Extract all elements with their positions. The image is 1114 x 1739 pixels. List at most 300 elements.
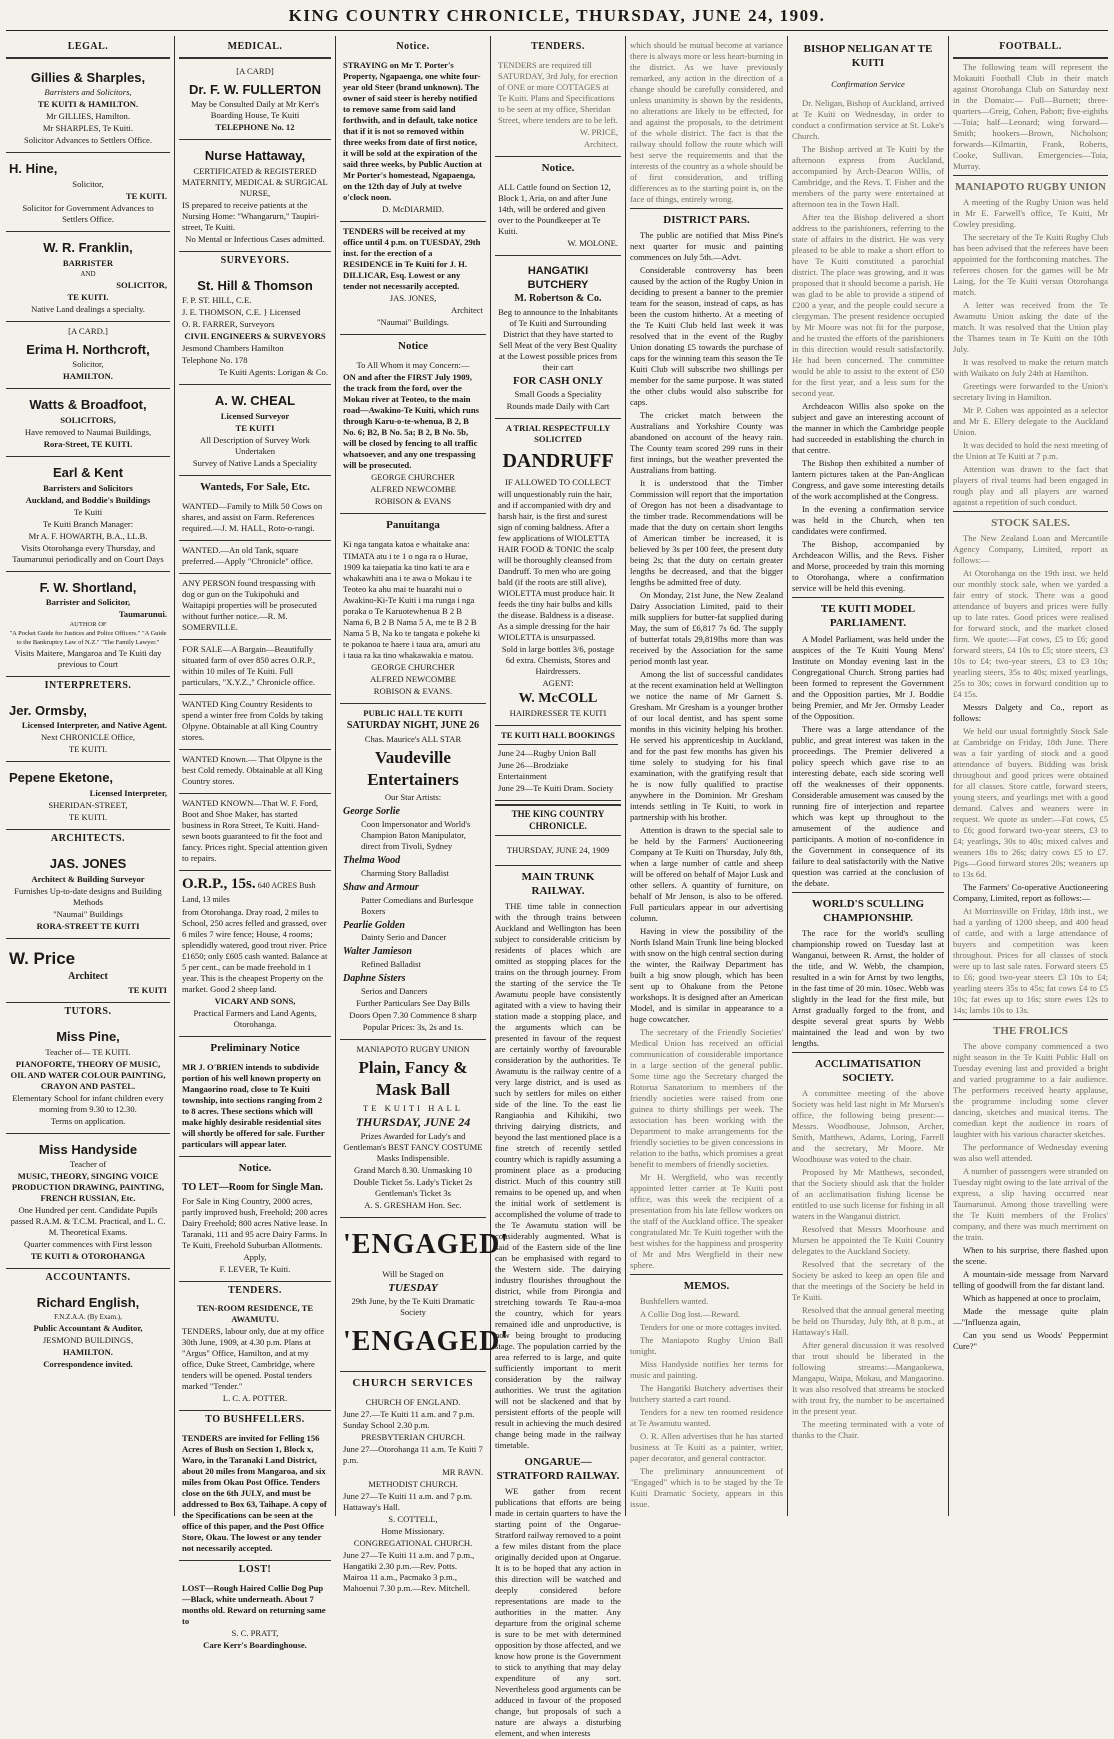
article-body: At Morrinsville on Friday, 18th inst., we had a yarding of 1200 sheep, and 400 head of cattle, and with a large attendance of buyers and competition was keen throughout. Prices for all classes of stock were up to last sale rates. Forward steers £5 to £6; good two-year steers £3 10s to £4; yearling steers 35s to 45s; fat cows £4 to £5 10s; fat ewes up to 16s; store ewes 12s to 14s; lambs 10s to 13s.	[953, 905, 1108, 1015]
ad-line: Te Kuiti	[73, 506, 103, 517]
ad-line: Barristers and Solicitors,	[44, 87, 132, 98]
ad-line: TEN-ROOM RESIDENCE, TE AWAMUTU.	[196, 1303, 314, 1325]
ad-line: HAIRDRESSER TE KUITI	[509, 708, 607, 719]
article-heading: DISTRICT PARS.	[663, 214, 750, 226]
article-body: Proposed by Mr Matthews, seconded, that the Society should ask that the holder of an acclimatisation fishing license be entitled to use such license for fishing in all waters in the Wanganui district.	[792, 1166, 944, 1221]
ad-line: MR J. O'BRIEN intends to subdivide portion of his well known property on Mangaorino road, close to Te Kuiti township, into sections ranging from 2 to 8 acres. These sections which will make highly desirable residential sites will shortly be offered for sale. Further particulars will appear later.	[182, 1061, 325, 1149]
section-heading: TENDERS.	[228, 1284, 282, 1296]
article-body: Resolved that Messrs Moorhouse and Mursen be appointed the Te Kuiti Country delegates to the Auckland Society.	[792, 1223, 944, 1256]
ad-line: will unquestionably ruin the hair, and if accompanied with dry and harsh hair, is the first and surest sign of coming baldness. After a few applications of WIOLETTA HAIR FOOD & TONIC the scalp will be thoroughly cleansed from Dandruff. To men who are going bald (if the roots are still alive), WIOLETTA must produce hair. It feeds the tiny hair bulbs and kills the disease. Baldness is a disease. As a simple dressing for the hair WIOLETTA is unsurpassed.	[498, 488, 615, 642]
article-body: Resolved that the secretary of the Society be asked to keep an open file and that the meetings of the Society be held in Te Kuiti.	[792, 1258, 944, 1302]
notice-cattle	[495, 178, 621, 256]
ad-watts	[6, 389, 170, 457]
notice-road	[340, 356, 486, 514]
ad-line: Barrister and Solicitor,	[45, 597, 131, 608]
notice-signature: ALFRED NEWCOMBE	[370, 673, 456, 684]
notice-signature: GEORGE CHURCHER	[371, 661, 455, 672]
ad-title: W. Price	[9, 948, 76, 968]
ad-line: Visits Otorohanga every Thursday, and Taumarunui periodically and on Court Days	[12, 542, 164, 564]
ad-title: DANDRUFF	[502, 449, 614, 472]
ad-line: Mr GILLIES, Hamilton.	[45, 111, 131, 122]
section-heading: CHURCH SERVICES	[352, 1376, 474, 1389]
ad-title: Vaudeville Entertainers	[367, 747, 459, 789]
section-heading: Notice.	[396, 41, 430, 52]
article-heading: MEMOS.	[683, 1280, 730, 1293]
notice-text: ON and after the FIRST July 1909, the track from the ford, over the Mokau river at Teoteo, to the main road—Awakino-Te Kuiti, which runs through Karu-o-te-whenua, B 2, B No. 6; B2, B No. 5a; B 2, B No. 5b, will be closed by fencing to all traffic whatsoever, and any one trespassing will be prosecuted.	[343, 371, 479, 470]
section-heading: INTERPRETERS.	[44, 680, 132, 692]
ad-title: O.R.P., 15s.	[182, 876, 256, 893]
ad-line: "A Pocket Guide for Justices and Police Officers." "A Guide to the Bankruptcy Law of N.Z." "The Family Lawyer."	[9, 630, 167, 646]
article-body: After tea the Bishop delivered a short address to the parishioners, referring to the state of affairs in the district. He was very pleased to be able to make a short effort to have Te Kuiti constituted a parochial district. The place was growing, and it was proposed that it should become a parish. He was glad to be able to provide a stipend of £200 a year, and the people could secure a clergyman. The present residence occupied by Mr Moore was not fit for the purpose, and he trusted the efforts of the parishioners in this direction would result satisfactorily. He had been concerned. The committee would be able to assist to the extent of £50 for the first year, and a less sum for the second year.	[792, 212, 944, 399]
ad-line: Teacher of— TE KUITI.	[45, 1046, 131, 1057]
ad-line: Our Star Artists:	[384, 792, 442, 803]
ad-line: Will be Staged on	[382, 1268, 444, 1279]
ad-line: O. R. FARRER, Surveyors	[182, 319, 275, 330]
ad-line: Beg to announce to the Inhabitants of Te Kuiti and Surrounding District that they have started to Sell Meat of the very Best Quality at the Lowest possible prices from their cart	[498, 306, 618, 372]
classified	[179, 497, 331, 541]
par-item: Among the list of successful candidates at the recent examination held at Wellington we notice the name of Mr Garnett S. Gresham. Mr Gresham is a younger brother of our local dentist, and has spent some months in this vicinity helping his brother. He served his apprenticeship in Auckland, and for the past few months has given his time solely to studying for his final examination, with the gratifying result that he is now fully qualified to practise anywhere in the Dominion. Mr Gresham intends settling in Te Kuiti, to work in partnership with his brother.	[630, 669, 783, 823]
article-body: The Bishop, accompanied by Archdeacon Willis, and the Revs. Fisher and Morse, proceeded by train this morning to Otorohanga, where a confirmation service will be held this evening.	[792, 539, 944, 594]
ad-line: Elementary School for infant children every morning from 9.30 to 12.30.	[12, 1092, 164, 1114]
ad-line: Solicitor,	[72, 179, 104, 190]
ad-line: TO LET—Room for Single Man.	[182, 1181, 324, 1193]
article-body: There was a large attendance of the public, and great interest was taken in the proceedings. The Premier delivered a policy speech which gave rise to an interesting debate, each side scoring well off the weaknesses of their opponents. Considerable amusement was caused by the running fire of interjection and repartee which was kept up throughout to the amusement of the audience and participants. A motion of no-confidence in the Government in consequence of its failure to deal satisfactorily with the Native question was carried at the conclusion of the debate.	[792, 723, 944, 888]
divider	[792, 892, 944, 893]
classified-text: FOR SALE—A Bargain—Beautifully situated farm of over 850 acres O.R.P., within 10 miles of Te Kuiti. Full particulars, "X.Y.Z.," Chronicle office.	[182, 644, 316, 688]
ad-title: HANGATIKI BUTCHERY	[527, 264, 589, 291]
article-body: The Bishop arrived at Te Kuiti by the afternoon express from Auckland, accompanied by Arch-Deacon Willis, of Cambridge, and the Revs. T. Fisher and the members of the party were entertained at afternoon tea in the Town Hall.	[792, 144, 944, 210]
classified-text: WANTED—Family to Milk 50 Cows on shares, and assist on Farm. References required.—J. M. HALL, Roto-o-rangi.	[182, 501, 323, 534]
ad-line: Prizes Awarded for Lady's and Gentleman's BEST FANCY COSTUME Masks Indispensible.	[343, 1130, 483, 1163]
section-heading: SURVEYORS.	[220, 255, 290, 267]
ad-line: Rounds made Daily with Cart	[506, 400, 610, 411]
ad-title: Miss Pine,	[56, 1028, 120, 1044]
ad-line: Licensed Interpreter, and Native Agent.	[21, 720, 167, 731]
performer-name: Shaw and Armour	[343, 881, 419, 893]
article-heading: WORLD'S SCULLING CHAMPIONSHIP.	[811, 897, 925, 924]
ad-line: BARRISTER	[62, 257, 114, 268]
ad-line: May be Consulted Daily at Mr Kerr's Boarding House, Te Kuiti	[190, 99, 320, 121]
ad-lever	[179, 1178, 331, 1282]
ad-line: Apply,	[243, 1251, 267, 1262]
ad-line: Rora-Street, TE KUITI.	[43, 438, 133, 449]
church-minister: Home Missionary.	[381, 1525, 445, 1536]
article-body: Which as happened at once to proclaim,	[963, 1293, 1101, 1304]
article-body: The Bishop then exhibited a number of lantern pictures taken at the Pan-Anglican Congress, and gave some interesting details of the work accomplished at the Congress.	[792, 458, 944, 502]
performer-desc: Charming Story Balladist	[361, 867, 449, 878]
article-body: The meeting terminated with a vote of thanks to the Chair.	[792, 1418, 944, 1440]
section-heading: TO BUSHFELLERS.	[205, 1414, 305, 1426]
divider	[953, 57, 1108, 59]
ad-line: For Sale in King Country, 2000 acres, partly improved bush, Freehold; 200 acres Dairy Freehold; 800 acres Native lease. In Taranaki, 111 and 95 acre Dairy Farms. In Te Kuiti, Freehold Suburban Allotments.	[182, 1195, 328, 1250]
ad-line: Next CHRONICLE Office,	[40, 732, 136, 743]
ad-line: Te Kuiti Agents: Lorigan & Co.	[218, 367, 328, 378]
ad-line: Telephone No. 178	[182, 355, 248, 366]
church-times: June 27—Te Kuiti 11 a.m. and 7 p.m., Hangatiki 2.30 p.m.—Rev. Potts. Mairoa 11 a.m., Pacmako 3 p.m., Mahoenui 7.30 p.m.—Rev. Mitchell.	[343, 1549, 475, 1593]
ad-line: L. C. A. POTTER.	[222, 1393, 288, 1404]
ad-line: FOR CASH ONLY	[512, 374, 604, 387]
notice-signature: "Naumai" Buildings.	[377, 316, 449, 327]
ad-line: 29th June, by the Te Kuiti Dramatic Society	[351, 1295, 475, 1317]
masthead-rule	[6, 30, 1108, 31]
church-times: June 27.—Te Kuiti 11 a.m. and 7 p.m. Sunday School 2.30 p.m.	[343, 1408, 475, 1430]
ad-line: TE KUITI & HAMILTON.	[37, 99, 139, 110]
ad-title: Gillies & Sharples,	[30, 69, 146, 85]
column-divider	[490, 36, 491, 1516]
section-heading: Wanteds, For Sale, Etc.	[200, 481, 310, 494]
ad-line: S. C. PRATT,	[231, 1627, 279, 1638]
article-body: After general discussion it was resolved that trout should be liberated in the following streams:—Mangaokewa, Mangapu, Waipa, Mokau, and Mangaorino. It was also resolved that streams be stocked with trout fry, the number to be ascertained in the present year.	[792, 1339, 944, 1416]
ad-line: Mr SHARPLES, Te Kuiti.	[42, 123, 134, 134]
ad-line: W. PRICE,	[579, 126, 618, 137]
section-heading: TUTORS.	[64, 1006, 112, 1018]
ad-title: F. W. Shortland,	[39, 579, 137, 595]
ad-title: Plain, Fancy & Mask Ball	[358, 1058, 468, 1099]
divider	[495, 804, 621, 806]
ad-title: Richard English,	[36, 1294, 140, 1310]
ad-line: Sold in large bottles 3/6, postage 6d extra. Chemists, Stores and Hairdressers.	[501, 643, 615, 676]
par-item: Considerable controversy has been caused by the action of the Rugby Union in deciding to present a banner to the premier team for the season, instead of caps, as has been the custom hitherto. At a meeting of the Te Kuiti Club held last week it was resolved that in the event of the Rugby Union donating £5 towards the purchase of caps for the winning team this season the Te Kuiti Club will subscribe two shillings per member for the same purpose. It was stated the other clubs would also subscribe for caps.	[630, 265, 783, 408]
ad-line: AUTHOR OF	[69, 621, 107, 629]
article-heading: ACCLIMATISATION SOCIETY.	[815, 1057, 921, 1084]
article-body: A mountain-side message from Narvard telling of goodwill from the far distant land.	[953, 1269, 1108, 1291]
ad-line: CIVIL ENGINEERS & SURVEYORS	[184, 331, 326, 342]
article-heading: ONGARUE—STRATFORD RAILWAY.	[496, 1455, 620, 1482]
divider	[630, 1274, 783, 1275]
memo-item: O. R. Allen advertises that he has started business at Te Kuiti as a painter, writer, paper decorator, and general contractor.	[630, 1431, 783, 1464]
notice-text: TENDERS will be received at my office until 4 p.m. on TUESDAY, 29th inst. for the erection of a RESIDENCE in Te Kuiti for J. H. DILLICAR, Esq. Lowest or any tender not necessarily accepted.	[343, 225, 481, 291]
notice-signature: Architect	[451, 304, 483, 315]
article-body: Messrs Dalgety and Co., report as follows:	[953, 701, 1108, 723]
ad-line: F. P. ST. HILL, C.E.	[182, 295, 252, 306]
performer-name: Walter Jamieson	[343, 946, 412, 958]
church-minister: S. COTTELL,	[388, 1513, 438, 1524]
memo-item: Tenders for a new ten roomed residence at Te Awamutu wanted.	[630, 1407, 783, 1429]
ad-line: Further Particulars See Day Bills	[356, 998, 470, 1009]
memo-item: The Maniapoto Rugby Union Ball tonight.	[630, 1335, 783, 1357]
par-item: The secretary of the Friendly Societies' Medical Union has received an official communication of considerable importance in a large section of the general public. Some time ago the Secretary charged the Rotorua Sanatorium to members of the friendly societies were raised from one guinea to thirty shillings per week. The association has been working with the Department to make arrangements for the friendly societies to be given concessions in relation to the baths, which promises a great benefit to members of friendly societies.	[630, 1027, 783, 1170]
notice-text: To All Whom it may Concern:—	[356, 359, 470, 370]
ad-line: AGENT:	[542, 677, 574, 688]
column-district	[630, 38, 783, 1514]
article-body: THE time table in connection with the through trains between Auckland and Wellington has been subject to considerable criticism by residents of places which are omitted as stopping places for the trains on the through journey. From the starting of the service the Te Awamutu people have consistently agitated with a view to having their station made a stopping place, and the arguments which can be presented in favour of the request are certainly worthy of favourable consideration by the authorities. Te Awamutu is the railway centre of a very large district, and is used as such by settlers for miles on either side of the line. To the east lie Rangiaohia and Kihikihi, two thriving dairying districts, and beyond the last mentioned place is a fine stretch of recently settled country which is rapidly assuming a prominent place as a producing district. Much of this country still remains to be opened up, and when the initial work of settlement is accomplished the volume of trade to the Te Awamutu station will be considerably augmented. What is said of the Eastern side of the line can be emphasised with regard to the Western side. The dairying industry flourishes throughout the district, while from Pirongia and stretching towards Te Rau-a-moa the country, which for years remained idle and unproductive, is now being brought to producing stage. The population carried by the area referred to is large, and quite sufficiently important to merit consideration by the railway authorities. We trust the agitation will not be slackened and that by persistent efforts of the people will result in achieving the much desired change being made in the railway timetable.	[495, 900, 621, 1450]
article-body: Archdeacon Willis also spoke on the subject and gave an interesting account of the manner in which the Cambridge people had succeeded in establishing the church in that centre.	[792, 401, 944, 456]
ad-ormsby	[6, 695, 170, 763]
section-heading: FOOTBALL.	[999, 41, 1062, 52]
ad-shortland	[6, 572, 170, 678]
masthead: KING COUNTRY CHRONICLE, THURSDAY, JUNE 24, 1909.	[288, 6, 826, 25]
article-heading: TE KUITI MODEL PARLIAMENT.	[820, 603, 916, 630]
ad-line: M. Robertson & Co.	[514, 293, 602, 305]
column-divider	[174, 36, 175, 1516]
ad-line: TENDERS are invited for Felling 156 Acres of Bush on Section 1, Block x, Waro, in the Taranaki Land District, about 20 miles from Mangaroa, and six miles from Okau Post Office. Tenders close on the 6th JULY, and must be addressed to Box 63, Taihape. A copy of the Specifications can be seen at the office of this paper, and the Post Office Store, Okau. The lowest or any tender not necessarily accepted.	[182, 1433, 327, 1554]
ad-line: TELEPHONE No. 12	[215, 122, 295, 133]
ad-price	[6, 939, 170, 1004]
ad-line: PIANOFORTE, THEORY OF MUSIC, OIL AND WATER COLOUR PAINTING, CRAYON AND PASTEL.	[10, 1058, 166, 1091]
church-name: METHODIST CHURCH.	[368, 1478, 458, 1489]
ad-line: Solicitor,	[72, 359, 104, 370]
ad-title: Nurse Hattaway,	[204, 148, 306, 164]
ad-title: H. Hine,	[9, 161, 58, 177]
ad-fullerton	[179, 62, 331, 141]
ad-line: SOLICITOR,	[116, 279, 167, 290]
ad-line: IF ALLOWED TO COLLECT	[505, 476, 611, 487]
booking-item: June 24—Rugby Union Ball	[498, 748, 597, 759]
ad-line: Barristers and Solicitors	[43, 482, 133, 493]
booking-item: June 26—Brodziake Entertainment	[498, 760, 569, 782]
classified-text: WANTED KNOWN—That W. F. Ford, Boot and Shoe Maker, has started business in Rora Street, Te Kuiti. Hand-sewn boots guaranteed to fit the foot and fancy. Prices right. Special attention given to repairs.	[182, 798, 328, 864]
notice-text: TIMATA atu i te 1 o nga ra o Hurae, 1909 ka taiepatia ka tino kati te ara e whakawhiti ana i te awa o Mokau i te Teoteo ka ahu mai te huarahi nui o Awakino-Ki-Te Kuiti i ma runga i nga poraka o Te Karuotewhenua B 2 B Nama 6, B 2 B Nama 5 A, me te B 2 B Nama 5 B, Na ko te tangata e pokehe ki te pokanoa te haere i taua ara, amuri atu i taua ra ka tino whakawakia e matou.	[343, 550, 481, 660]
ad-line: Jesmond Chambers Hamilton	[182, 343, 284, 354]
par-item: Having in view the possibility of the North Island Main Trunk line being blocked with snow on the high central section during the winter, the Railway Department has built a big snow plough, which has been sent up to Ohakune from the Petone workshops. It is designed after an American Model, and is similar in appearance to a huge cowcatcher.	[630, 926, 783, 1025]
ad-line: CERTIFICATED & REGISTERED MATERNITY, MEDICAL & SURGICAL NURSE,	[182, 166, 328, 199]
church-times: June 27—Te Kuiti 11 a.m. and 7 p.m. Hattaway's Hall.	[343, 1490, 473, 1512]
article-body: When to his surprise, there flashed upon the scene.	[953, 1245, 1108, 1267]
par-item: On Monday, 21st June, the New Zealand Dairy Association Limited, paid to their milk suppliers for butter-fat supplied during May, the sum of £6,817 7s 6d. The supply of butterfat totals 29,819lbs more than was received by the Association for the same period month last year.	[630, 590, 783, 667]
ad-title: 'ENGAGED'	[343, 1228, 510, 1260]
ad-line: LOST—Rough Haired Collie Dog Pup —Black, white underneath. About 7 months old. Reward on returning same to	[182, 1582, 326, 1626]
ad-line: Architect	[68, 971, 108, 983]
divider	[498, 744, 618, 745]
column-editorial	[495, 38, 621, 1738]
ad-line: Public Accountant & Auditor,	[33, 1322, 143, 1333]
ad-line: from Otorohanga. Dray road, 2 miles to School, 250 acres felled and grassed, over 6 miles 7 wire fence; House, 4 rooms; splendidly watered, good trout river. Price £1650; only £605 cash wanted. Balance at 5 per cent., can be made freehold in 1 year. This is the cheapest Property on the market. Good 2 sheep land.	[182, 906, 328, 994]
section-heading: Panuitanga	[386, 518, 440, 531]
ad-eketone	[6, 762, 170, 830]
column-divider	[948, 36, 949, 1516]
ad-line: Furnishes Up-to-date designs and Building Methods	[14, 885, 162, 907]
ad-line: MUSIC, THEORY, SINGING VOICE PRODUCTION DRAWING, PAINTING, FRENCH RUSSIAN, Etc.	[11, 1171, 165, 1204]
ad-english	[6, 1287, 170, 1376]
ad-line: JESMOND BUILDINGS,	[42, 1334, 134, 1345]
classified-text: WANTED Known.— That Olpyne is the best Cold remedy. Obtainable at all King Country stores.	[182, 754, 323, 787]
ad-line: Taumarunui.	[118, 609, 167, 620]
ad-title: Watts & Broadfoot,	[29, 397, 147, 413]
ad-line: Popular Prices: 3s, 2s and 1s.	[362, 1022, 464, 1033]
divider	[792, 1052, 944, 1053]
ad-line: HAMILTON.	[63, 1346, 113, 1357]
article-heading: MANIAPOTO RUGBY UNION	[955, 180, 1106, 193]
ad-line: TE KUITI	[235, 423, 275, 434]
article-body: Resolved that the annual general meeting be held on Thursday, July 8th, at 8 p.m., at Hattaway's Hall.	[792, 1304, 944, 1337]
ad-line: Quarter commences with First lesson	[24, 1239, 152, 1250]
article-body: Dr. Neligan, Bishop of Auckland, arrived at Te Kuiti on Wednesday, in order to conduct a confirmation service at St. Luke's Church.	[792, 98, 944, 142]
article-body: The Farmers' Co-operative Auctioneering Company, Limited, report as follows:—	[953, 881, 1108, 903]
article-subheading: Confirmation Service	[831, 78, 905, 89]
ad-line: TE KUITI & OTOROHANGA	[30, 1251, 146, 1262]
classified-text: ANY PERSON found trespassing with dog or gun on the Tukipohuki and Waitapipi properties will be prosecuted without further notice.—R. M. SOMERVILLE.	[182, 578, 317, 633]
ad-line: AND	[80, 269, 96, 278]
ad-title: 'ENGAGED'	[343, 1325, 510, 1357]
article-body: The secretary of the Te Kuiti Rugby Club has been advised that the referees have been appointed for the forthcoming matches. The referees chosen for the games will be Mr Laing, for the Te Kuiti versus Otorohanga match.	[953, 231, 1108, 297]
divider	[953, 1019, 1108, 1020]
ad-title: Miss Handyside	[38, 1141, 138, 1157]
classified	[179, 541, 331, 574]
ad-title: Pepene Eketone,	[9, 770, 114, 786]
ad-line: Licensed Surveyor	[220, 411, 290, 422]
ad-title: Dr. F. W. FULLERTON	[189, 81, 321, 97]
article-body: The above company commenced a two night season in the Te Kuiti Public Hall on Tuesday evening last and provided a bright and varied programme to a fair audience. The performers received hearty applause, the programme including some clever dancing, sketches and musical items. The comedian kept the audience in roars of laughter with his various character sketches.	[953, 1041, 1108, 1140]
divider	[630, 208, 783, 209]
article-body: Mr P. Cohen was appointed as a selector and Mr E. Ellery delegate to the Auckland Union.	[953, 404, 1108, 437]
performer-name: Daphne Sisters	[343, 973, 406, 985]
church-name: CONGREGATIONAL CHURCH.	[353, 1537, 473, 1548]
divider	[179, 57, 331, 59]
column-sport	[953, 38, 1108, 1514]
ad-line: F.N.Z.A.A. (By Exam.),	[54, 1312, 122, 1321]
divider	[953, 511, 1108, 512]
ad-line: Have removed to Naumai Buildings,	[24, 426, 152, 437]
notice-tender-dillicar	[340, 222, 486, 335]
section-heading: Preliminary Notice	[210, 1041, 300, 1054]
ad-title: Earl & Kent	[52, 464, 124, 480]
ad-line: Visits Maitere, Mangaroa and Te Kuiti day previous to Court	[14, 648, 162, 670]
article-body: At Otorohanga on the 19th inst. we held our monthly stock sale, when we yarded a fair entry of stock. There was a good attendance of buyers and prices were fully up to late rates. Good prices were realised for forward stock, and the market closed firm. We quote:—Fat cows, £5 to £6; good forward steers, £4 10s to £5; store steers, £3 10s to £4; two-year steers, £3 to £3 10s; yearling steers, 35s to 40s; mixed yearlings, 25s to 30s; cows in forward condition up to £4 15s.	[953, 567, 1108, 699]
ad-st-hill	[179, 270, 331, 386]
ad-line: TE KUITI.	[68, 812, 108, 823]
section-heading: Notice.	[541, 161, 575, 174]
ad-line: No Mental or Infectious Cases admitted.	[185, 234, 325, 245]
ad-obrien	[179, 1058, 331, 1157]
ad-line: HAMILTON.	[63, 371, 113, 382]
memo-item: Tenders for one or more cottages invited.	[640, 1322, 782, 1333]
par-item: Attention is drawn to the special sale to be held by the Farmers' Auctioneering Company at Te Kuiti on Thursday, July 8th, when a large number of cattle and sheep will be offered on behalf of Major Lusk and other sellers. A quantity of furniture, on behalf of Mr Jenson, is also to be offered. Full particulars appear in our advertising column.	[630, 825, 783, 924]
article-heading: STOCK SALES.	[991, 516, 1070, 529]
ad-line: SATURDAY NIGHT, JUNE 26	[346, 719, 480, 731]
classified	[179, 695, 331, 750]
ad-line: TENDERS are required till SATURDAY, 3rd July, for erection of ONE or more COTTAGES at Te Kuiti. Plans and Specifications to be seen at my office, Sheridan Street, where tenders are to be left.	[498, 59, 618, 125]
notice-signature: ROBISON & EVANS	[374, 495, 452, 506]
column-divider	[335, 36, 336, 1516]
ad-line: TE KUITI.	[68, 744, 108, 755]
ad-ball	[340, 1040, 486, 1218]
ad-line: J. E. THOMSON, C.E. } Licensed	[182, 307, 301, 318]
ad-line: IS prepared to receive patients at the Nursing Home: "Whangarurn," Taupiri-street, Te Kuiti.	[182, 200, 320, 233]
article-heading: BISHOP NELIGAN AT TE KUITI	[803, 43, 933, 70]
ad-jones	[6, 848, 170, 939]
memo-item: Miss Handyside notifies her terms for music and painting.	[630, 1359, 783, 1381]
divider	[792, 597, 944, 598]
ad-line: Correspondence invited.	[43, 1358, 133, 1369]
classified-text: WANTED King Country Residents to spend a winter free from Colds by taking Olpyne. Obtainable at all King Country stores.	[182, 699, 324, 743]
performer-name: Pearlie Golden	[343, 919, 405, 931]
ad-dandruff	[495, 419, 621, 727]
article-body: which should be mutual become at variance there is always more or less heart-burning in the district. As we have previously remarked, any action in the direction of a change should be carefully considered, and unless unanimity is shown by the residents, no alterations are likely to be effected, for and against the proposals, to the detriment of the whole district. The fact is that the railway should follow the route which will best serve the requirements and that the interests of the country as a whole should be of first consideration, and trifling differences as to the starting point is, on the face of things, entirely wrong.	[630, 40, 783, 204]
memo-item: The Hangatiki Butchery advertises their butchery started a cart round.	[630, 1383, 783, 1405]
article-body: Made the message quite plain—"Influenza again,	[953, 1306, 1108, 1328]
ad-title: A. W. CHEAL	[214, 393, 296, 409]
ad-vaudeville	[340, 704, 486, 1040]
article-body: Greetings were forwarded to the Union's secretary living in Hamilton.	[953, 380, 1108, 402]
ad-line: PUBLIC HALL TE KUITI	[363, 707, 463, 718]
divider	[495, 835, 621, 836]
article-body: The New Zealand Loan and Mercantile Agency Company, Limited, report as follows:—	[953, 532, 1108, 565]
ad-line: 640 ACRES Bush Land, 13 miles	[182, 881, 316, 905]
par-item: Mr H. Wergfield, who was recently appointed letter carrier at Te Kuiti post office, was this week the recipient of a presentation from his late fellow workers on the staff of the Auckland office. The speaker congratulated Mr. Te Kuiti together with the best wishes for the happiness and prosperity of Mr and Mrs Wergfield in their new sphere.	[630, 1172, 783, 1271]
article-body: Can you send us Woods' Peppermint Cure?"	[953, 1330, 1108, 1352]
column-notices	[340, 38, 510, 1593]
ad-line: F. LEVER, Te Kuiti.	[219, 1263, 291, 1274]
ad-title: W. R. Franklin,	[43, 240, 133, 256]
ad-line: TE KUITI	[128, 985, 167, 996]
notice-signature: W. MOLONE.	[567, 237, 618, 248]
ad-line: Auckland, and Boddie's Buildings	[25, 494, 151, 505]
ad-title: JAS. JONES	[49, 855, 127, 871]
ad-line: Practical Farmers and Land Agents, Otorohanga.	[193, 1007, 317, 1029]
classified	[179, 794, 331, 871]
article-body: In the evening a confirmation service was held in the Church, when ten candidates were confirmed.	[792, 504, 944, 537]
article-body: The race for the world's sculling championship rowed on Tuesday last at Wanganui, between R. Arnst, the holder of the title, and W. Webb, the champion, resulted in a win for Arnst by two lengths, in the fast time of 20 min. 10sec. Webb was slightly in the lead for the first mile, but Arnst gradually forged to the front, and despite several great spurts by Webb maintained the lead and won by two lengths.	[792, 927, 944, 1048]
article-body: A committee meeting of the above Society was held last night in Mr Mursen's office, the following being present:—Messrs. Woodhouse, Johnson, Archer, Smith, Matthews, Adams, Loring, Farrell and the secretary, Mr Moore. Mr Woodhouse was voted to the chair.	[792, 1087, 944, 1164]
ad-lost	[179, 1579, 331, 1657]
ad-bushfellers	[179, 1429, 331, 1561]
ad-line: TENDERS, labour only, due at my office 30th June, 1909, at 4.30 p.m. Plans at "Argus" Office, Hamilton, and at my office, Duke Street, Cambridge, where tenders will be opened. Postal tenders marked "Tender."	[182, 1326, 325, 1392]
classified	[179, 640, 331, 695]
ad-title: Jer. Ormsby,	[9, 702, 87, 718]
memo-item: Bushfellers wanted.	[640, 1296, 709, 1307]
ad-pine	[6, 1021, 170, 1134]
column-divider	[625, 36, 626, 1516]
booking-item: June 29—Te Kuiti Dram. Society	[498, 783, 614, 794]
ad-line: Licensed Interpreter,	[89, 788, 167, 799]
paper-date: THURSDAY, JUNE 24, 1909	[506, 845, 610, 856]
notice-signature: D. McDIARMID.	[382, 203, 444, 214]
ad-line: Doors Open 7.30 Commence 8 sharp	[349, 1010, 477, 1021]
ad-hattaway	[179, 140, 331, 252]
ad-gillies	[6, 62, 170, 154]
article-body: The following team will represent the Mokauiti Football Club in their match against Otorohanga Club on Saturday next in the Domain:— Full—Burnett; three-quarters—Greig, Cohen, Pabott; five-eighths—Toia; half—Leonard; wing forward—Smith; hookers—Brown, Nicholson; forwards—Kilmartin, Frank, Roberts, Cooke, Sullivan. Emergencies—Toia, Murray.	[953, 61, 1108, 171]
par-item: The cricket match between the Australians and Yorkshire County was abandoned on account of the heavy rain. The County team scored 299 runs in their first innings, but the weather prevented the Australians from batting.	[630, 410, 783, 476]
notice-signature: GEORGE CHURCHER	[371, 471, 455, 482]
ad-line: RORA-STREET TE KUITI	[36, 920, 140, 931]
ad-line: Solicitor for Government Advances to Settlers Office.	[22, 203, 154, 225]
ad-title: St. Hill & Thomson	[197, 277, 313, 293]
ad-line: W. McCOLL	[518, 690, 598, 706]
ad-line: SOLICITORS,	[60, 414, 116, 425]
performer-desc: Coon Impersonator and World's Champion Baton Manipulator, direct from Tivoli, Sydney	[361, 819, 471, 852]
section-heading: LEGAL.	[67, 41, 109, 52]
ad-line: Grand March 8.30. Unmasking 10	[354, 1164, 472, 1175]
ad-hine	[6, 153, 170, 232]
notice-text: ALL Cattle found on Section 12, Block 1, Aria, on and after June 14th, will be ordered and given over to the Poundkeeper at Te Kuiti.	[498, 181, 611, 236]
section-heading: LOST!	[238, 1564, 272, 1576]
performer-desc: Serios and Dancers	[361, 986, 428, 997]
performer-desc: Dainty Serio and Dancer	[361, 932, 447, 943]
church-name: PRESBYTERIAN CHURCH.	[360, 1431, 466, 1442]
ad-line: A. S. GRESHAM Hon. Sec.	[364, 1199, 462, 1210]
notice-signature: ALFRED NEWCOMBE	[370, 483, 456, 494]
bookings-title: TE KUITI HALL BOOKINGS	[501, 730, 615, 741]
ad-franklin	[6, 232, 170, 322]
ad-line: Native Land dealings a specialty.	[31, 303, 145, 314]
notice-text: STRAYING on Mr T. Porter's Property, Ngapaenga, one white four-year old Steer (brand unknown). The owner of said steer is hereby notified to remove same from said land forthwith, and in default, take notice that if it is not so removed within three weeks from date of first notice, it will be sold at the expiration of the said three weeks, by Public Auction at Mr Porter's homestead, Ngapaenga, on the 12th day of July at twelve o'clock noon.	[343, 59, 483, 202]
article-heading: MAIN TRUNK RAILWAY.	[521, 870, 595, 897]
section-heading: MEDICAL.	[227, 41, 283, 52]
church-times: June 27—Otorohanga 11 a.m. Te Kuiti 7 p.m.	[343, 1443, 483, 1465]
ad-line: THURSDAY, JUNE 24	[355, 1114, 471, 1129]
performer-name: George Sorlie	[343, 806, 400, 818]
memo-item: A Collie Dog lost.—Reward.	[640, 1309, 741, 1320]
ad-line: TE KUITI.	[67, 291, 109, 302]
divider	[6, 57, 170, 59]
ad-line: A TRIAL RESPECTFULLY SOLICITED	[505, 422, 611, 444]
ad-line: Small Goods a Speciality	[514, 388, 602, 399]
church-minister: MR RAVN.	[442, 1466, 483, 1477]
ad-line: SHERIDAN-STREET,	[48, 800, 128, 811]
notice-signature: JAS. JONES,	[389, 292, 437, 303]
article-body: A letter was received from the Te Awamutu Union asking the date of the match. It was resolved that the Union play the Thames team in Te Kuiti on the 10th July.	[953, 299, 1108, 354]
ad-line: TUESDAY	[388, 1281, 438, 1294]
